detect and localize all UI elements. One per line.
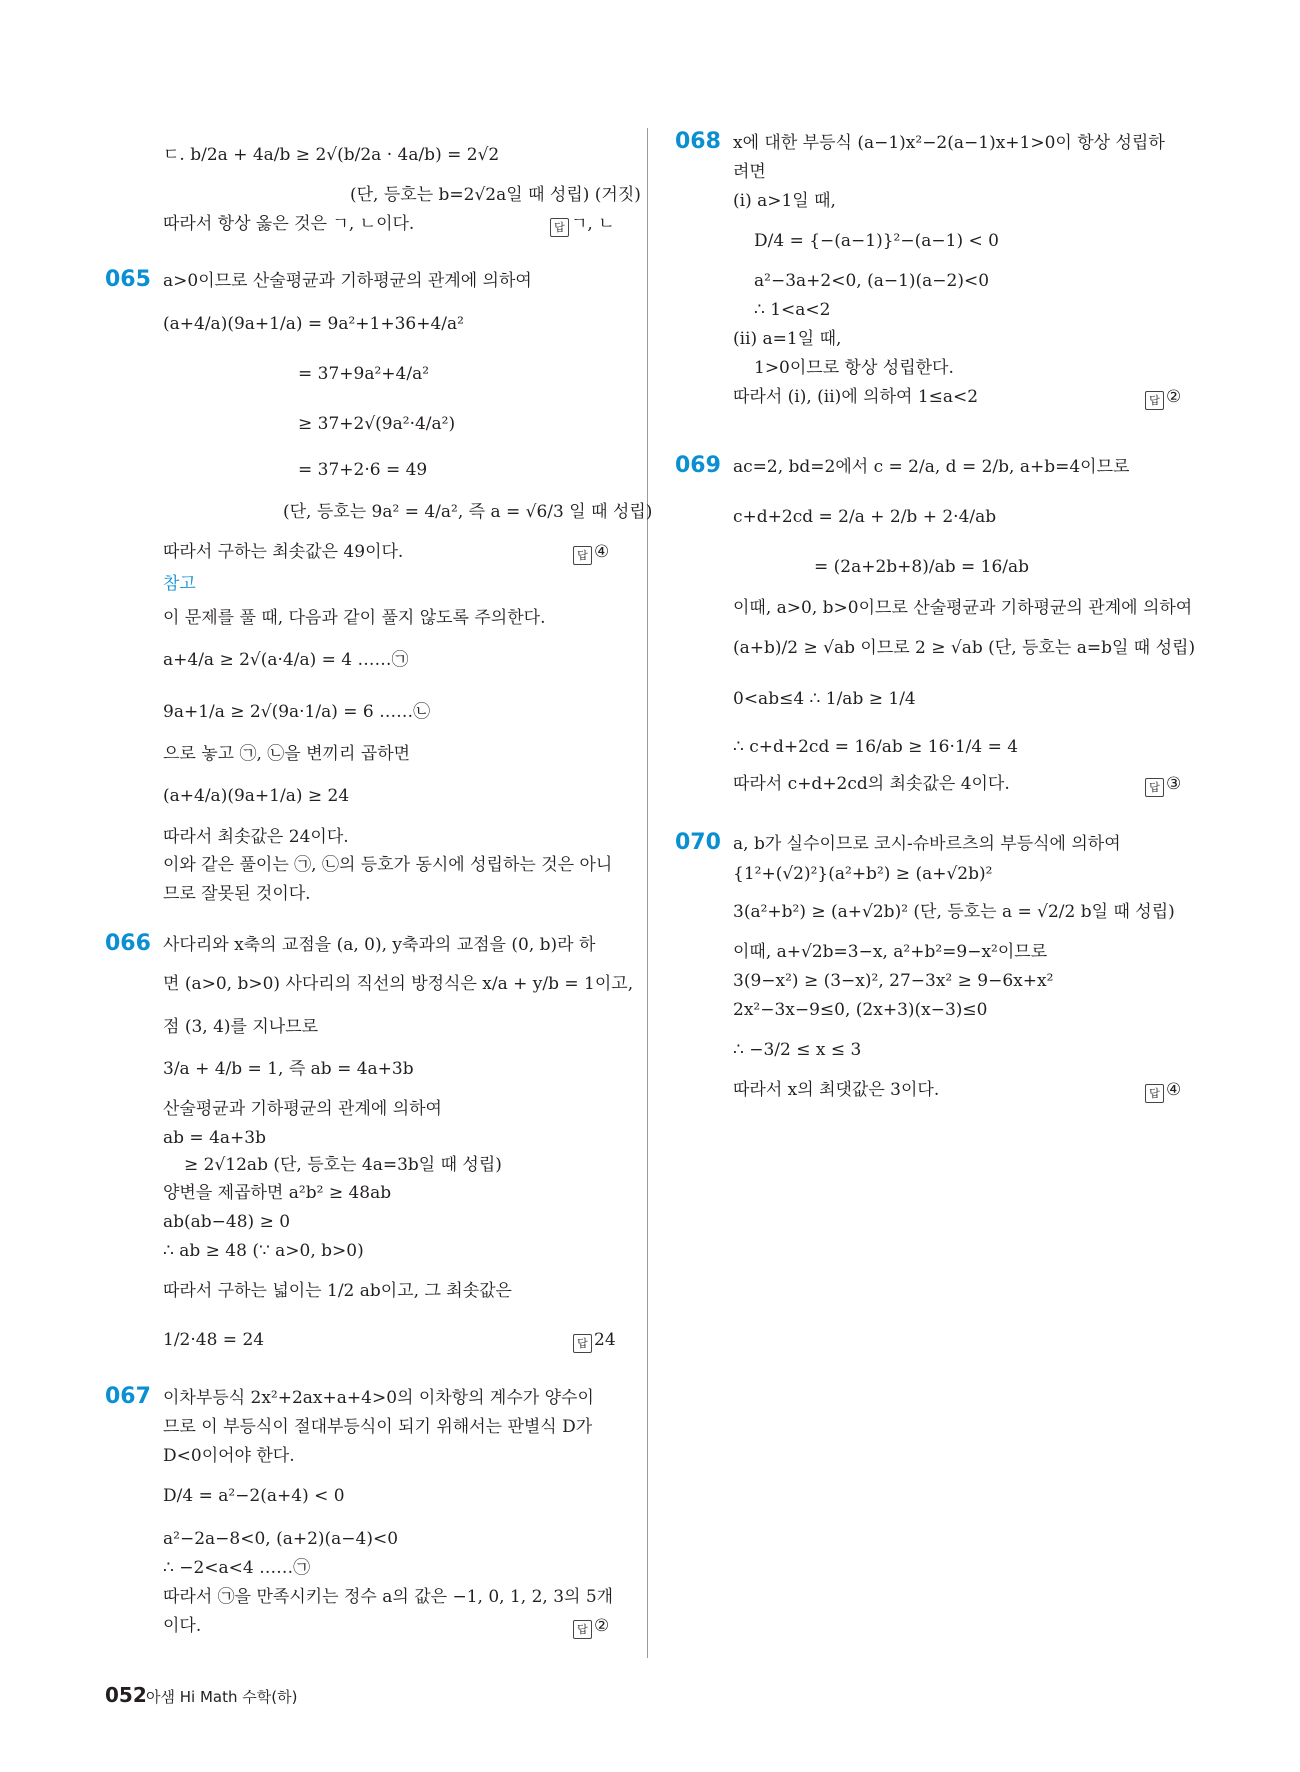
solution-line: 면 (a>0, b>0) 사다리의 직선의 방정식은 x/a + y/b = 1이고, (163, 974, 634, 994)
solution-line: (a+b)/2 ≥ √ab 이므로 2 ≥ √ab (단, 등호는 a=b일 때 성립) (733, 638, 1196, 658)
solution-line: 따라서 ㉠을 만족시키는 정수 a의 값은 −1, 0, 1, 2, 3의 5개 (163, 1587, 614, 1607)
solution-line: 따라서 (ⅰ), (ⅱ)에 의하여 1≤a<2 (733, 387, 979, 407)
problem-number: 069 (675, 453, 721, 478)
solution-line: {1²+(√2)²}(a²+b²) ≥ (a+√2b)² (733, 864, 993, 884)
answer-icon: 답 (573, 1334, 592, 1353)
solution-line: 사다리와 x축의 교점을 (a, 0), y축과의 교점을 (0, b)라 하 (163, 935, 596, 955)
note-line: 이와 같은 풀이는 ㉠, ㉡의 등호가 동시에 성립하는 것은 아니 (163, 855, 613, 875)
solution-line: 따라서 x의 최댓값은 3이다. (733, 1080, 940, 1100)
solution-line: 따라서 구하는 최솟값은 49이다. (163, 542, 404, 562)
solution-line: ab(ab−48) ≥ 0 (163, 1212, 291, 1232)
solution-line: 1/2·48 = 24 (163, 1330, 265, 1350)
solution-line: 0<ab≤4 ∴ 1/ab ≥ 1/4 (733, 689, 916, 709)
solution-line: 따라서 c+d+2cd의 최솟값은 4이다. (733, 774, 1010, 794)
answer-badge: 답 ② (573, 1614, 609, 1639)
note-line: 으로 놓고 ㉠, ㉡을 변끼리 곱하면 (163, 744, 411, 764)
solution-line: 3(9−x²) ≥ (3−x)², 27−3x² ≥ 9−6x+x² (733, 971, 1054, 991)
solution-line: a²−3a+2<0, (a−1)(a−2)<0 (754, 271, 990, 291)
solution-line: ≥ 37+2√(9a²·4/a²) (298, 414, 456, 434)
solution-line: a>0이므로 산술평균과 기하평균의 관계에 의하여 (163, 271, 532, 291)
answer-icon: 답 (1145, 778, 1164, 797)
solution-line: D<0이어야 한다. (163, 1446, 295, 1466)
solution-line: c+d+2cd = 2/a + 2/b + 2·4/ab (733, 507, 997, 527)
book-title: 아샘 Hi Math 수학(하) (146, 1688, 298, 1706)
note-label: 참고 (163, 574, 196, 594)
solution-line: 따라서 항상 옳은 것은 ㄱ, ㄴ이다. (163, 214, 415, 234)
note-line: 므로 잘못된 것이다. (163, 884, 311, 904)
problem-number: 068 (675, 129, 721, 154)
solution-line: (ⅱ) a=1일 때, (733, 329, 842, 349)
solution-line: ∴ ab ≥ 48 (∵ a>0, b>0) (163, 1241, 364, 1261)
solution-line: ∴ −3/2 ≤ x ≤ 3 (733, 1040, 862, 1060)
solution-line: (단, 등호는 9a² = 4/a², 즉 a = √6/3 일 때 성립) (283, 502, 653, 522)
note-line: 따라서 최솟값은 24이다. (163, 827, 349, 847)
solution-line: 3/a + 4/b = 1, 즉 ab = 4a+3b (163, 1059, 414, 1079)
page-number: 052 (105, 1683, 147, 1707)
solution-line: ∴ c+d+2cd = 16/ab ≥ 16·1/4 = 4 (733, 737, 1019, 757)
problem-number: 070 (675, 830, 721, 855)
solution-line: 따라서 구하는 넓이는 1/2 ab이고, 그 최솟값은 (163, 1281, 512, 1301)
solution-line: (단, 등호는 b=2√2a일 때 성립) (거짓) (350, 185, 641, 205)
answer-badge: 답 ㄱ, ㄴ (550, 212, 615, 237)
solution-line: ∴ −2<a<4 ……㉠ (163, 1558, 311, 1578)
note-line: 이 문제를 풀 때, 다음과 같이 풀지 않도록 주의한다. (163, 608, 546, 628)
solution-line: ab = 4a+3b (163, 1128, 266, 1148)
answer-badge: 답 ④ (1145, 1078, 1181, 1103)
solution-line: 3(a²+b²) ≥ (a+√2b)² (단, 등호는 a = √2/2 b일 때 성립) (733, 902, 1175, 922)
column-divider (647, 128, 648, 1658)
solution-line: 산술평균과 기하평균의 관계에 의하여 (163, 1099, 442, 1119)
answer-icon: 답 (573, 1620, 592, 1639)
note-line: a+4/a ≥ 2√(a·4/a) = 4 ……㉠ (163, 650, 409, 670)
problem-number: 066 (105, 931, 151, 956)
solution-line: a²−2a−8<0, (a+2)(a−4)<0 (163, 1529, 399, 1549)
solution-line: = (2a+2b+8)/ab = 16/ab (814, 557, 1030, 577)
answer-badge: 답 ③ (1145, 772, 1181, 797)
solution-line: 1>0이므로 항상 성립한다. (754, 358, 954, 378)
solution-line: 이차부등식 2x²+2ax+a+4>0의 이차항의 계수가 양수이 (163, 1388, 594, 1408)
solution-line: a, b가 실수이므로 코시-슈바르츠의 부등식에 의하여 (733, 834, 1121, 854)
solution-line: 2x²−3x−9≤0, (2x+3)(x−3)≤0 (733, 1000, 988, 1020)
answer-badge: 답 24 (573, 1328, 616, 1353)
solution-line: 점 (3, 4)를 지나므로 (163, 1017, 319, 1037)
solution-line: D/4 = a²−2(a+4) < 0 (163, 1486, 345, 1506)
answer-icon: 답 (573, 546, 592, 565)
solution-line: ≥ 2√12ab (단, 등호는 4a=3b일 때 성립) (184, 1155, 502, 1175)
solution-line: (ⅰ) a>1일 때, (733, 191, 836, 211)
answer-badge: 답 ② (1145, 385, 1181, 410)
solution-line: = 37+2·6 = 49 (298, 460, 428, 480)
problem-number: 065 (105, 267, 151, 292)
solution-line: (a+4/a)(9a+1/a) = 9a²+1+36+4/a² (163, 314, 464, 334)
solution-line: D/4 = {−(a−1)}²−(a−1) < 0 (754, 231, 999, 251)
solution-line: 이때, a>0, b>0이므로 산술평균과 기하평균의 관계에 의하여 (733, 598, 1193, 618)
answer-icon: 답 (1145, 1084, 1164, 1103)
problem-number: 067 (105, 1384, 151, 1409)
solution-line: 이다. (163, 1616, 202, 1636)
note-line: 9a+1/a ≥ 2√(9a·1/a) = 6 ……㉡ (163, 702, 431, 722)
solution-line: 양변을 제곱하면 a²b² ≥ 48ab (163, 1183, 392, 1203)
solution-line: 이때, a+√2b=3−x, a²+b²=9−x²이므로 (733, 942, 1048, 962)
solution-line: = 37+9a²+4/a² (298, 364, 430, 384)
solution-line: ac=2, bd=2에서 c = 2/a, d = 2/b, a+b=4이므로 (733, 457, 1130, 477)
solution-line: ∴ 1<a<2 (754, 300, 831, 320)
note-line: (a+4/a)(9a+1/a) ≥ 24 (163, 786, 350, 806)
solution-line: 므로 이 부등식이 절대부등식이 되기 위해서는 판별식 D가 (163, 1417, 593, 1437)
solution-line: 려면 (733, 162, 766, 182)
answer-badge: 답 ④ (573, 540, 609, 565)
answer-icon: 답 (550, 218, 569, 237)
solution-line: ㄷ. b/2a + 4a/b ≥ 2√(b/2a · 4a/b) = 2√2 (163, 145, 500, 165)
solution-line: x에 대한 부등식 (a−1)x²−2(a−1)x+1>0이 항상 성립하 (733, 133, 1165, 153)
answer-icon: 답 (1145, 391, 1164, 410)
